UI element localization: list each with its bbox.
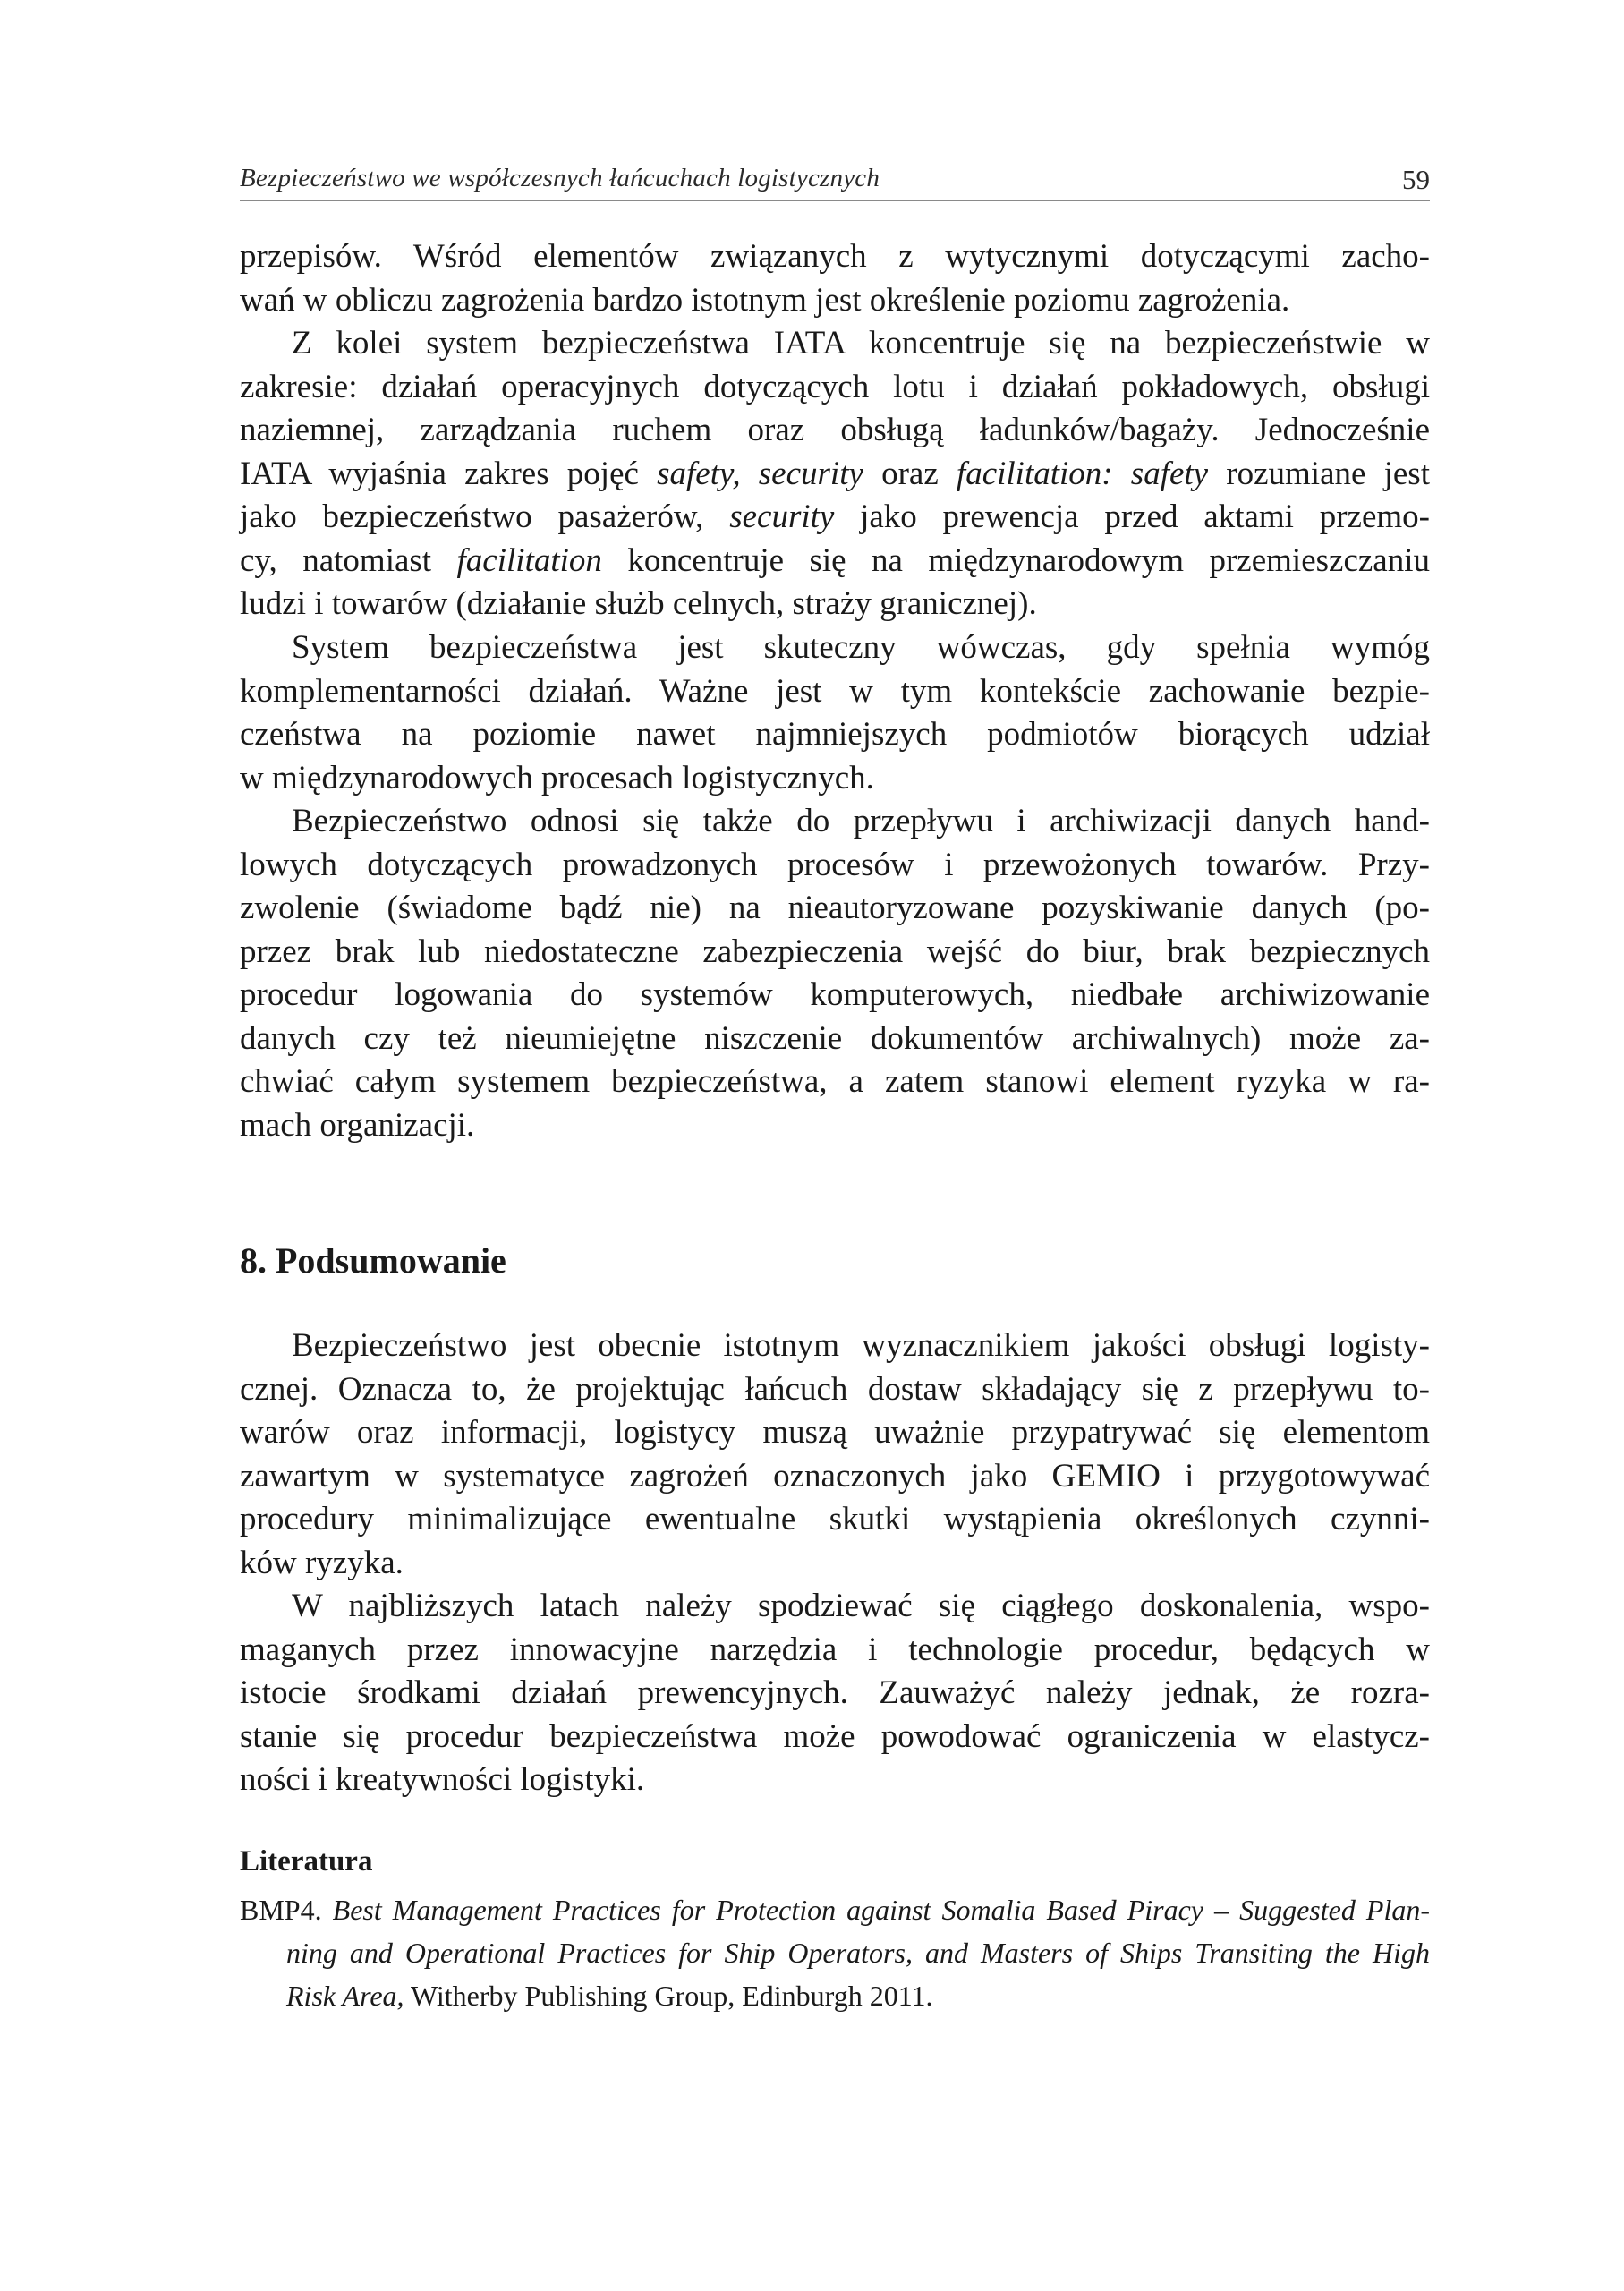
text-line: procedury minimalizujące ewentualne skutki wystąpienia określonych czynni- [240, 1501, 1430, 1537]
text-line: zakresie: działań operacyjnych dotyczących lotu i działań pokładowych, obsługi [240, 368, 1430, 405]
reference-title: Risk Area, [286, 1980, 404, 2012]
reference-line [240, 1931, 1430, 1974]
text-line: mach organizacji. [240, 1106, 475, 1144]
text-line: maganych przez innowacyjne narzędzia i technologie procedur, będących w [240, 1631, 1430, 1668]
paragraph-system [240, 626, 1430, 800]
text-line: danych czy też nieumiejętne niszczenie dokumentów archiwalnych) może za- [240, 1019, 1430, 1057]
text-line: w międzynarodowych procesach logistycznych. [240, 759, 874, 796]
text-run: jako prewencja przed aktami przemo- [834, 498, 1430, 535]
text-line: lowych dotyczących prowadzonych procesów i przewożonych towarów. Przy- [240, 846, 1430, 883]
reference-line [240, 1888, 1430, 1931]
text-line: W najbliższych latach należy spodziewać się ciągłego doskonalenia, wspo- [292, 1588, 1430, 1624]
term-security: security [729, 498, 835, 535]
text-run: jako bezpieczeństwo pasażerów, [240, 498, 730, 535]
text-run: rozumiane jest [1208, 455, 1430, 492]
text-line: System bezpieczeństwa jest skuteczny wówczas, gdy spełnia wymóg [292, 629, 1430, 666]
reference-title: Best Management Practices for Protection against Somalia Based Piracy – Suggested Plan- [332, 1894, 1431, 1926]
section-heading: 8. Podsumowanie [240, 1240, 506, 1281]
text-line: ności i kreatywności logistyki. [240, 1761, 645, 1798]
text-line: procedur logowania do systemów komputerowych, niedbałe archiwizowanie [240, 976, 1430, 1013]
term-facilitation-safety: facilitation: safety [956, 455, 1209, 492]
paragraph-iata [240, 322, 1430, 626]
page-number: 59 [1402, 164, 1430, 195]
text-run: cy, natomiast [240, 541, 457, 579]
text-line: chwiać całym systemem bezpieczeństwa, a zatem stanowi element ryzyka w ra- [240, 1063, 1430, 1100]
running-title: Bezpieczeństwo we współczesnych łańcuchach logistycznych [240, 164, 880, 192]
running-header [240, 164, 1430, 201]
text-line: zawartym w systematyce zagrożeń oznaczonych jako GEMIO i przygotowywać [240, 1457, 1430, 1495]
text-line [240, 453, 1430, 497]
text-line: Bezpieczeństwo jest obecnie istotnym wyznacznikiem jakości obsługi logisty- [292, 1327, 1430, 1364]
text-line: ludzi i towarów (działanie służb celnych, straży granicznej). [240, 585, 1037, 622]
paragraph-summary-1 [240, 1324, 1430, 1585]
reference-title: ning and Operational Practices for Ship Operators, and Masters of Ships Transiting the High [286, 1937, 1430, 1969]
text-line: warów oraz informacji, logistycy muszą uważnie przypatrywać się elementom [240, 1414, 1430, 1451]
paragraph-data-security [240, 800, 1430, 1147]
reference-publisher: Witherby Publishing Group, Edinburgh 2011. [404, 1980, 933, 2012]
reference-line [240, 1974, 1430, 2017]
text-line: naziemnej, zarządzania ruchem oraz obsługą ładunków/bagaży. Jednocześnie [240, 412, 1430, 448]
text-line: istocie środkami działań prewencyjnych. Zauważyć należy jednak, że rozra- [240, 1674, 1430, 1711]
text-run: IATA wyjaśnia zakres pojęć [240, 455, 658, 492]
literature-heading: Literatura [240, 1845, 373, 1878]
text-line: komplementarności działań. Ważne jest w tym kontekście zachowanie bezpie- [240, 672, 1430, 710]
text-line: cznej. Oznacza to, że projektując łańcuch dostaw składający się z przepływu to- [240, 1370, 1430, 1408]
text-line: przez brak lub niedostateczne zabezpieczenia wejść do biur, brak bezpiecznych [240, 933, 1430, 970]
text-line [240, 496, 1430, 540]
text-line: wań w obliczu zagrożenia bardzo istotnym jest określenie poziomu zagrożenia. [240, 281, 1290, 319]
reference-entry [240, 1888, 1430, 2017]
paragraph-summary-2 [240, 1585, 1430, 1802]
text-run: oraz [863, 455, 957, 492]
text-line: przepisów. Wśród elementów związanych z wytycznymi dotyczącymi zacho- [240, 238, 1430, 275]
text-line: Z kolei system bezpieczeństwa IATA koncentruje się na bezpieczeństwie w [292, 325, 1430, 362]
term-safety-security: safety, security [657, 455, 863, 492]
text-line: czeństwa na poziomie nawet najmniejszych podmiotów biorących udział [240, 716, 1430, 753]
term-facilitation: facilitation [456, 541, 602, 579]
text-line: Bezpieczeństwo odnosi się także do przepływu i archiwizacji danych hand- [292, 803, 1430, 839]
text-line: ków ryzyka. [240, 1544, 404, 1581]
text-run: koncentruje się na międzynarodowym przemieszczaniu [601, 541, 1430, 579]
paragraph-continuation [240, 235, 1430, 322]
text-line: zwolenie (świadome bądź nie) na nieautoryzowane pozyskiwanie danych (po- [240, 890, 1430, 926]
text-line [240, 540, 1430, 583]
text-line: stanie się procedur bezpieczeństwa może powodować ograniczenia w elastycz- [240, 1717, 1430, 1755]
reference-label: BMP4. [240, 1894, 333, 1926]
